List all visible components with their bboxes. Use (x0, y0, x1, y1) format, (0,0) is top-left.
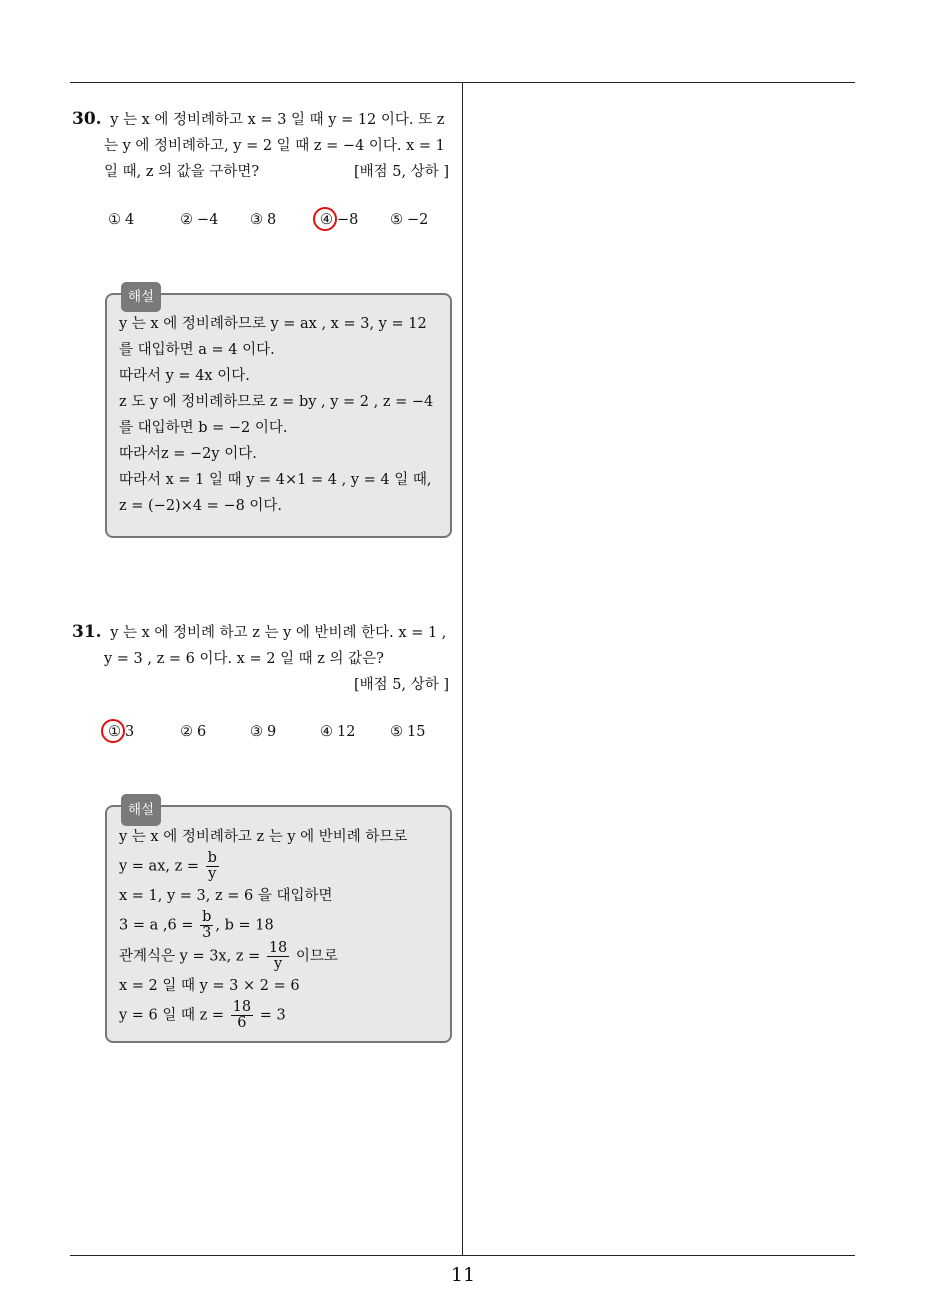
solution-tag: 해설 (121, 794, 161, 826)
choice-3[interactable]: ③ 9 (250, 724, 277, 740)
solution-line: y = ax, z = $\frac{b}{y}$ (119, 850, 217, 882)
column-divider (462, 83, 463, 1255)
solution-line: 3 = a ,6 = $\frac{b}{3}$ , b = 18 (119, 909, 274, 941)
choice-3[interactable]: ③ 8 (250, 212, 277, 228)
solution-line: 를 대입하면 b = −2 이다. (119, 420, 288, 436)
solution-line: y 는 x 에 정비례하므로 y = ax , x = 3, y = 12 (119, 316, 427, 332)
choice-5[interactable]: ⑤ 15 (390, 724, 426, 740)
fraction: $\frac{b}{3}$ (202, 909, 212, 941)
solution-box-30 (105, 289, 452, 538)
fraction: $\frac{18}{y}$ (268, 940, 288, 972)
choice-5[interactable]: ⑤ −2 (390, 212, 429, 228)
question-text-line: y 는 x 에 정비례하고 x = 3 일 때 y = 12 이다. 또 z (110, 112, 445, 128)
question-text-line: 일 때, z 의 값을 구하면? (104, 164, 260, 180)
question-text-line: 는 y 에 정비례하고, y = 2 일 때 z = −4 이다. x = 1 (104, 138, 445, 154)
question-number: 30. (72, 109, 102, 129)
solution-line: 따라서 x = 1 일 때 y = 4×1 = 4 , y = 4 일 때, (119, 472, 432, 488)
solution-line: 따라서z = −2y 이다. (119, 446, 257, 462)
solution-tag: 해설 (121, 282, 161, 312)
solution-line: y = 6 일 때 z = $\frac{18}{6}$ = 3 (119, 999, 286, 1031)
choice-4[interactable]: ④ 12 (320, 724, 356, 740)
bottom-rule (70, 1255, 855, 1256)
question-30 (72, 106, 457, 185)
question-text-line: y 는 x 에 정비례 하고 z 는 y 에 반비례 한다. x = 1 , (110, 625, 447, 641)
solution-line: z 도 y 에 정비례하므로 z = by , y = 2 , z = −4 (119, 394, 434, 410)
question-text-line: y = 3 , z = 6 이다. x = 2 일 때 z 의 값은? (104, 651, 384, 667)
solution-box-31 (105, 802, 452, 1043)
question-31 (72, 619, 457, 698)
choice-1[interactable]: ① 4 (108, 212, 135, 228)
solution-line: 를 대입하면 a = 4 이다. (119, 342, 275, 358)
score-meta: [배점 5, 상하 ] (353, 677, 449, 693)
choice-4[interactable]: ④ −8 (320, 212, 358, 228)
choice-2[interactable]: ② −4 (180, 212, 219, 228)
solution-line: 관계식은 y = 3x, z = $\frac{18}{y}$ 이므로 (119, 940, 338, 972)
page-number: 11 (450, 1264, 476, 1286)
fraction: $\frac{18}{6}$ (232, 999, 252, 1031)
answer-circle-mark (101, 719, 125, 743)
solution-line: x = 2 일 때 y = 3 × 2 = 6 (119, 978, 300, 994)
fraction: $\frac{b}{y}$ (207, 850, 217, 882)
solution-line: z = (−2)×4 = −8 이다. (119, 498, 283, 514)
answer-circle-mark (313, 207, 337, 231)
choice-1[interactable]: ① 3 (108, 724, 134, 740)
solution-line: y 는 x 에 정비례하고 z 는 y 에 반비례 하므로 (119, 829, 408, 845)
question-number: 31. (72, 622, 102, 642)
choice-2[interactable]: ② 6 (180, 724, 207, 740)
score-meta: [배점 5, 상하 ] (353, 164, 449, 180)
solution-line: 따라서 y = 4x 이다. (119, 368, 250, 384)
solution-line: x = 1, y = 3, z = 6 을 대입하면 (119, 888, 333, 904)
